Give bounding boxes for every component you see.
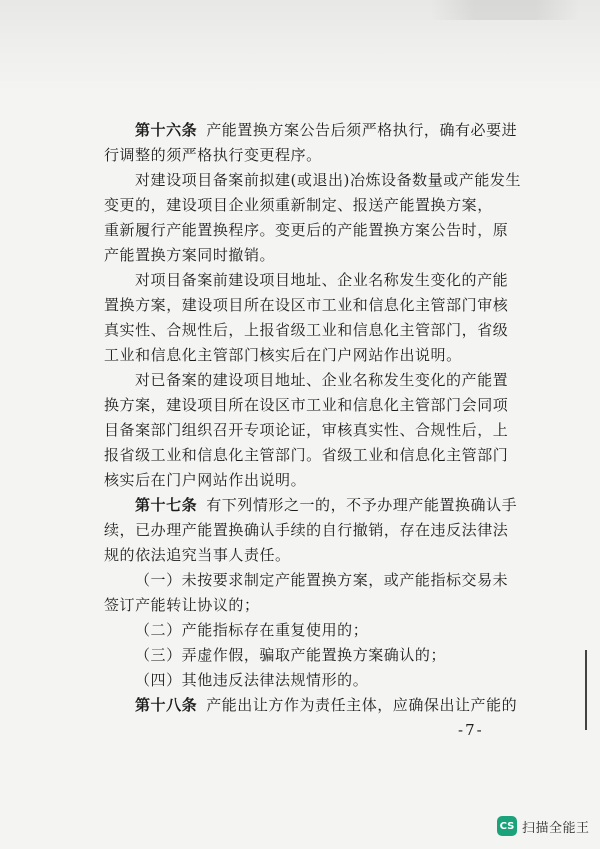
faint-header-mark [430,0,580,20]
paragraph-line: 目备案部门组织召开专项论证，审核真实性、合规性后，上 [104,421,509,439]
article-16-label: 第十六条 [135,121,198,139]
list-item-4: （四）其他违反法律法规情形的。 [135,671,369,689]
article-18-label: 第十八条 [135,696,198,714]
paragraph-line: 对已备案的建设项目地址、企业名称发生变化的产能置 [135,371,509,389]
paragraph-line: 对项目备案前建设项目地址、企业名称发生变化的产能 [135,271,509,289]
article-17-line-3: 规的依法追究当事人责任。 [104,546,291,564]
camscanner-icon: CS [497,816,517,836]
article-17-label: 第十七条 [135,496,198,514]
binding-edge-line [585,650,587,730]
article-16-line-2: 行调整的须严格执行变更程序。 [104,146,322,164]
paragraph-line: 变更的，建设项目企业须重新制定、报送产能置换方案， [104,196,493,214]
article-17-line-1: 第十七条 有下列情形之一的，不予办理产能置换确认手 [135,496,518,514]
scanner-watermark [497,815,590,837]
paragraph-line: 重新履行产能置换程序。变更后的产能置换方案公告时，原 [104,221,509,239]
paragraph-line: 置换方案，建设项目所在设区市工业和信息化主管部门审核 [104,296,509,314]
page-number: -7- [458,721,484,739]
list-item-1-cont: 签订产能转让协议的； [104,596,260,614]
list-item-2: （二）产能指标存在重复使用的； [135,621,369,639]
scanner-app-name: 扫描全能王 [522,820,590,836]
article-18-line-1: 第十八条 产能出让方作为责任主体，应确保出让产能的 [135,696,518,714]
paragraph-line: 核实后在门户网站作出说明。 [104,471,307,489]
article-16-line-1: 第十六条 产能置换方案公告后须严格执行，确有必要进 [135,121,518,139]
paragraph-line: 工业和信息化主管部门核实后在门户网站作出说明。 [104,346,462,364]
article-17-line-2: 续，已办理产能置换确认手续的自行撤销，存在违反法律法 [104,521,509,539]
list-item-3: （三）弄虚作假，骗取产能置换方案确认的； [135,646,447,664]
paragraph-line: 真实性、合规性后，上报省级工业和信息化主管部门，省级 [104,321,509,339]
paragraph-line: 换方案，建设项目所在设区市工业和信息化主管部门会同项 [104,396,509,414]
paragraph-line: 产能置换方案同时撤销。 [104,246,276,264]
paragraph-line: 对建设项目备案前拟建(或退出)冶炼设备数量或产能发生 [135,171,522,189]
paragraph-line: 报省级工业和信息化主管部门。省级工业和信息化主管部门 [104,446,509,464]
list-item-1: （一）未按要求制定产能置换方案，或产能指标交易未 [135,571,509,589]
